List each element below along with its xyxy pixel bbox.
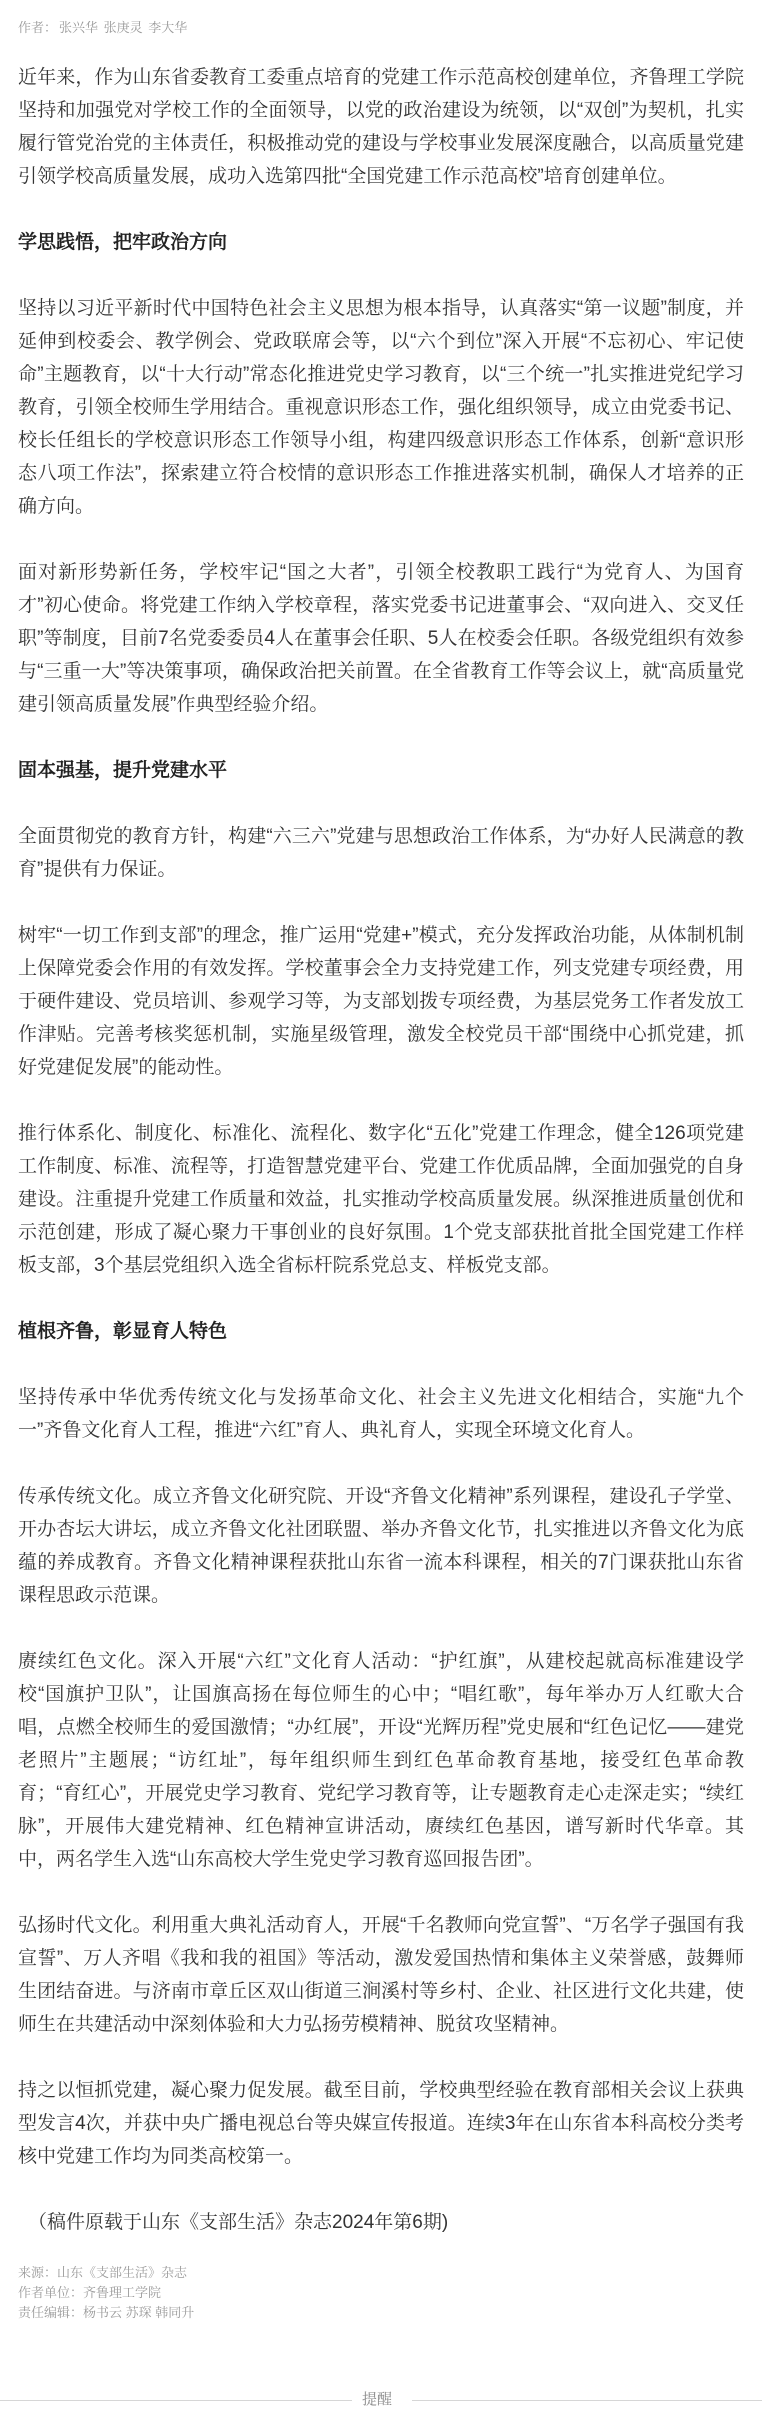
article-meta (18, 2263, 744, 2323)
footer-divider (0, 2391, 762, 2408)
meta-source (18, 2263, 744, 2283)
meta-editor-label: 责任编辑： (18, 2305, 84, 2320)
paragraph: 赓续红色文化。深入开展“六红”文化育人活动：“护红旗”，从建校起就高标准建设学校“国旗护卫队”，让国旗高扬在每位师生的心中；“唱红歌”，每年举办万人红歌大合唱，点燃全校师生的爱国激情；“办红展”，开设“光辉历程”党史展和“红色记忆——建党老照片”主题展；“访红址”，每年组织师生到红色革命教育基地，接受红色革命教育；“育红心”，开展党史学习教育、党纪学习教育等，让专题教育走心走深走实；“续红脉”，开展伟大建党精神、红色精神宣讲活动，赓续红色基因，谱写新时代华章。其中，两名学生入选“山东高校大学生党史学习教育巡回报告团”。 (18, 1651, 744, 1870)
paragraph: 传承传统文化。成立齐鲁文化研究院、开设“齐鲁文化精神”系列课程，建设孔子学堂、开办杏坛大讲坛，成立齐鲁文化社团联盟、举办齐鲁文化节，扎实推进以齐鲁文化为底蕴的养成教育。齐鲁文化精神课程获批山东省一流本科课程，相关的7门课获批山东省课程思政示范课。 (18, 1486, 744, 1606)
meta-unit-value: 齐鲁理工学院 (83, 2285, 162, 2300)
author-name[interactable]: 李大华 (148, 20, 188, 35)
paragraph: 近年来，作为山东省委教育工委重点培育的党建工作示范高校创建单位，齐鲁理工学院坚持和加强党对学校工作的全面领导，以党的政治建设为统领，以“双创”为契机，扎实履行管党治党的主体责任，积极推动党的建设与学校事业发展深度融合，以高质量党建引领学校高质量发展，成功入选第四批“全国党建工作示范高校”培育创建单位。 (18, 67, 744, 187)
paragraph: 弘扬时代文化。利用重大典礼活动育人，开展“千名教师向党宣誓”、“万名学子强国有我宣誓”、万人齐唱《我和我的祖国》等活动，激发爱国热情和集体主义荣誉感，鼓舞师生团结奋进。与济南市章丘区双山街道三涧溪村等乡村、企业、社区进行文化共建，使师生在共建活动中深刻体验和大力弘扬劳模精神、脱贫攻坚精神。 (18, 1915, 744, 2035)
meta-unit-label: 作者单位： (18, 2285, 84, 2300)
meta-editor (18, 2303, 744, 2323)
section-heading: 固本强基，提升党建水平 (18, 760, 228, 781)
author-name[interactable]: 张庚灵 (103, 20, 143, 35)
paragraph: 面对新形势新任务，学校牢记“国之大者”，引领全校教职工践行“为党育人、为国育才”初心使命。将党建工作纳入学校章程，落实党委书记进董事会、“双向进入、交叉任职”等制度，目前7名党委委员4人在董事会任职、5人在校委会任职。各级党组织有效参与“三重一大”等决策事项，确保政治把关前置。在全省教育工作等会议上，就“高质量党建引领高质量发展”作典型经验介绍。 (18, 562, 744, 715)
paragraph: 全面贯彻党的教育方针，构建“六三六”党建与思想政治工作体系，为“办好人民满意的教育”提供有力保证。 (18, 826, 744, 880)
meta-source-label: 来源： (18, 2265, 58, 2280)
section-heading: 学思践悟，把牢政治方向 (18, 232, 228, 253)
author-name[interactable]: 张兴华 (59, 20, 99, 35)
section-heading: 植根齐鲁，彰显育人特色 (18, 1321, 228, 1342)
author-label: 作者： (18, 20, 58, 35)
meta-source-value: 山东《支部生活》杂志 (57, 2265, 188, 2280)
divider-line (412, 2400, 762, 2401)
paragraph: 坚持传承中华优秀传统文化与发扬革命文化、社会主义先进文化相结合，实施“九个一”齐鲁文化育人工程，推进“六红”育人、典礼育人，实现全环境文化育人。 (18, 1387, 744, 1441)
divider-line (0, 2400, 352, 2401)
meta-editor-value: 杨书云 苏琛 韩同升 (83, 2305, 195, 2320)
footer-reminder-label: 提醒 (362, 2391, 393, 2408)
publication-note: （稿件原载于山东《支部生活》杂志2024年第6期) (28, 2212, 449, 2233)
paragraph: 坚持以习近平新时代中国特色社会主义思想为根本指导，认真落实“第一议题”制度，并延伸到校委会、教学例会、党政联席会等，以“六个到位”深入开展“不忘初心、牢记使命”主题教育，以“十大行动”常态化推进党史学习教育，以“三个统一”扎实推进党纪学习教育，引领全校师生学用结合。重视意识形态工作，强化组织领导，成立由党委书记、校长任组长的学校意识形态工作领导小组，构建四级意识形态工作体系，创新“意识形态八项工作法”，探索建立符合校情的意识形态工作推进落实机制，确保人才培养的正确方向。 (18, 298, 744, 517)
paragraph: 树牢“一切工作到支部”的理念，推广运用“党建+”模式，充分发挥政治功能，从体制机制上保障党委会作用的有效发挥。学校董事会全力支持党建工作，列支党建专项经费，用于硬件建设、党员培训、参观学习等，为支部划拨专项经费，为基层党务工作者发放工作津贴。完善考核奖惩机制，实施星级管理，激发全校党员干部“围绕中心抓党建，抓好党建促发展”的能动性。 (18, 925, 744, 1078)
author-line (18, 18, 189, 38)
article-body (18, 61, 744, 2323)
paragraph: 推行体系化、制度化、标准化、流程化、数字化“五化”党建工作理念，健全126项党建工作制度、标准、流程等，打造智慧党建平台、党建工作优质品牌，全面加强党的自身建设。注重提升党建工作质量和效益，扎实推动学校高质量发展。纵深推进质量创优和示范创建，形成了凝心聚力干事创业的良好氛围。1个党支部获批首批全国党建工作样板支部，3个基层党组织入选全省标杆院系党总支、样板党支部。 (18, 1123, 744, 1276)
paragraph: 持之以恒抓党建，凝心聚力促发展。截至目前，学校典型经验在教育部相关会议上获典型发言4次，并获中央广播电视总台等央媒宣传报道。连续3年在山东省本科高校分类考核中党建工作均为同类高校第一。 (18, 2080, 744, 2167)
meta-unit (18, 2283, 744, 2303)
